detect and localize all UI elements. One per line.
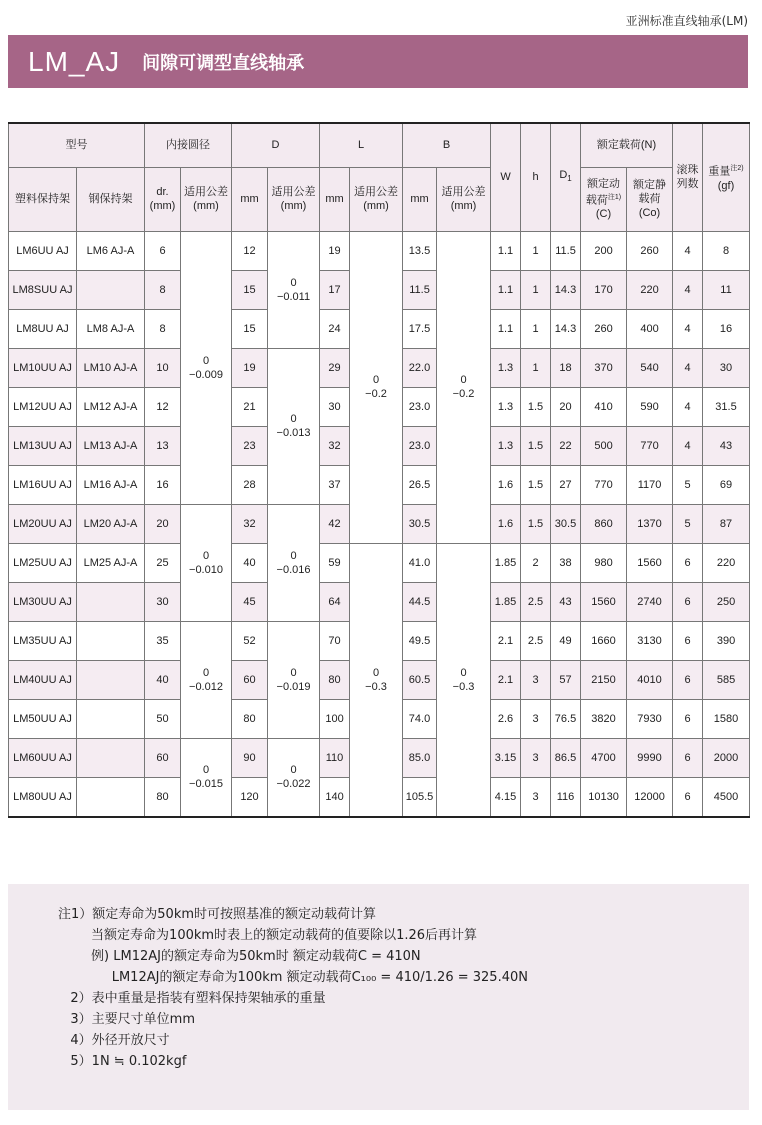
dr-value: 16 [145,465,181,504]
w-header: W [491,123,521,231]
l-value: 70 [320,621,350,660]
l-tolerance: 0 −0.3 [350,543,403,817]
static-load-value: 770 [627,426,673,465]
l-value: 100 [320,699,350,738]
ball-rows-value: 4 [673,387,703,426]
weight-value: 1580 [703,699,750,738]
d-tolerance: 0 −0.011 [268,231,320,348]
dr-value: 12 [145,387,181,426]
steel-cage-model [77,582,145,621]
b-value: 41.0 [403,543,437,582]
h-value: 1 [521,348,551,387]
ball-rows-value: 4 [673,348,703,387]
d-value: 52 [232,621,268,660]
plastic-header: 塑料保持架 [9,167,77,231]
h-value: 1 [521,270,551,309]
d-value: 90 [232,738,268,777]
dynamic-load-value: 2150 [581,660,627,699]
b-value: 22.0 [403,348,437,387]
d-tol-header: 适用公差 (mm) [268,167,320,231]
dynamic-load-header: 额定动 载荷$^{注1)}$ (C) [581,167,627,231]
weight-value: 220 [703,543,750,582]
spec-table [8,122,750,818]
steel-cage-model: LM20 AJ-A [77,504,145,543]
steel-cage-model: LM13 AJ-A [77,426,145,465]
w-value: 1.6 [491,465,521,504]
dr-tolerance: 0 −0.010 [181,504,232,621]
w-value: 2.1 [491,621,521,660]
plastic-cage-model: LM8UU AJ [9,309,77,348]
weight-value: 31.5 [703,387,750,426]
w-value: 4.15 [491,777,521,817]
d-value: 12 [232,231,268,270]
d1-value: 57 [551,660,581,699]
ball-rows-value: 4 [673,231,703,270]
d-mm-header: mm [232,167,268,231]
dynamic-load-value: 1660 [581,621,627,660]
ball-rows-value: 6 [673,777,703,817]
l-tolerance: 0 −0.2 [350,231,403,543]
l-mm-header: mm [320,167,350,231]
h-value: 2.5 [521,621,551,660]
static-load-value: 220 [627,270,673,309]
l-value: 42 [320,504,350,543]
dynamic-load-value: 200 [581,231,627,270]
d1-value: 30.5 [551,504,581,543]
b-tolerance: 0 −0.2 [437,231,491,543]
steel-cage-model [77,621,145,660]
w-value: 1.3 [491,387,521,426]
d-value: 28 [232,465,268,504]
dr-header: dr. (mm) [145,167,181,231]
b-value: 30.5 [403,504,437,543]
b-value: 74.0 [403,699,437,738]
note-line: 3）主要尺寸单位mm [58,1012,195,1027]
l-value: 32 [320,426,350,465]
d1-value: 14.3 [551,309,581,348]
steel-cage-model [77,270,145,309]
d1-value: 11.5 [551,231,581,270]
d-tolerance: 0 −0.016 [268,504,320,621]
dr-value: 50 [145,699,181,738]
w-value: 1.85 [491,582,521,621]
d1-header: $D_1$ [551,123,581,231]
weight-value: 16 [703,309,750,348]
weight-header: 重量$^{注2)}$ (gf) [703,123,750,231]
weight-value: 250 [703,582,750,621]
weight-value: 4500 [703,777,750,817]
b-value: 60.5 [403,660,437,699]
d1-value: 38 [551,543,581,582]
dr-value: 13 [145,426,181,465]
steel-cage-model: LM8 AJ-A [77,309,145,348]
dr-tol-header: 适用公差 (mm) [181,167,232,231]
steel-cage-model: LM6 AJ-A [77,231,145,270]
h-value: 3 [521,777,551,817]
static-load-value: 540 [627,348,673,387]
d1-value: 43 [551,582,581,621]
note-line: 例) LM12AJ的额定寿命为50km时 额定动载荷C = 410N [58,949,421,964]
steel-cage-model [77,699,145,738]
d-value: 80 [232,699,268,738]
steel-cage-model [77,660,145,699]
static-load-value: 2740 [627,582,673,621]
dr-value: 10 [145,348,181,387]
dr-value: 20 [145,504,181,543]
notes-panel [8,884,749,1110]
bore-header: 内接圆径 [145,123,232,167]
dr-value: 6 [145,231,181,270]
d-tolerance: 0 −0.013 [268,348,320,504]
dr-value: 80 [145,777,181,817]
ball-rows-value: 4 [673,270,703,309]
load-header: 额定载荷(N) [581,123,673,167]
plastic-cage-model: LM13UU AJ [9,426,77,465]
dr-value: 40 [145,660,181,699]
d1-value: 116 [551,777,581,817]
dynamic-load-value: 860 [581,504,627,543]
w-value: 1.85 [491,543,521,582]
w-value: 1.1 [491,270,521,309]
b-value: 105.5 [403,777,437,817]
weight-value: 69 [703,465,750,504]
steel-cage-model [77,738,145,777]
weight-value: 43 [703,426,750,465]
d-value: 23 [232,426,268,465]
static-load-value: 1370 [627,504,673,543]
l-header: L [320,123,403,167]
product-title: 间隙可调型直线轴承 [142,52,305,74]
h-value: 1.5 [521,504,551,543]
model-header: 型号 [9,123,145,167]
ball-rows-value: 6 [673,621,703,660]
plastic-cage-model: LM50UU AJ [9,699,77,738]
ball-rows-value: 6 [673,738,703,777]
ball-rows-value: 4 [673,426,703,465]
b-value: 11.5 [403,270,437,309]
h-value: 2.5 [521,582,551,621]
dynamic-load-value: 500 [581,426,627,465]
section-label: 亚洲标准直线轴承(LM) [625,14,748,28]
balls-header: 滚珠 列数 [673,123,703,231]
b-value: 85.0 [403,738,437,777]
plastic-cage-model: LM25UU AJ [9,543,77,582]
static-load-header: 额定静 载荷 (Co) [627,167,673,231]
title-banner [8,35,748,88]
b-tolerance: 0 −0.3 [437,543,491,817]
plastic-cage-model: LM12UU AJ [9,387,77,426]
plastic-cage-model: LM30UU AJ [9,582,77,621]
h-value: 1 [521,231,551,270]
d1-value: 86.5 [551,738,581,777]
d-tolerance: 0 −0.019 [268,621,320,738]
dynamic-load-value: 770 [581,465,627,504]
model-title: LM_AJ [28,45,121,77]
d1-value: 76.5 [551,699,581,738]
l-value: 110 [320,738,350,777]
h-value: 3 [521,699,551,738]
l-value: 19 [320,231,350,270]
h-value: 3 [521,660,551,699]
l-value: 17 [320,270,350,309]
d-tolerance: 0 −0.022 [268,738,320,817]
dynamic-load-value: 170 [581,270,627,309]
steel-cage-model: LM25 AJ-A [77,543,145,582]
dynamic-load-value: 4700 [581,738,627,777]
w-value: 2.6 [491,699,521,738]
static-load-value: 4010 [627,660,673,699]
b-mm-header: mm [403,167,437,231]
b-value: 49.5 [403,621,437,660]
l-value: 30 [320,387,350,426]
note-line: 当额定寿命为100km时表上的额定动载荷的值要除以1.26后再计算 [58,928,478,943]
dynamic-load-value: 10130 [581,777,627,817]
dr-tolerance: 0 −0.015 [181,738,232,817]
dynamic-load-value: 260 [581,309,627,348]
w-value: 1.1 [491,309,521,348]
b-value: 23.0 [403,426,437,465]
ball-rows-value: 5 [673,504,703,543]
b-value: 23.0 [403,387,437,426]
d-header: D [232,123,320,167]
h-value: 1.5 [521,465,551,504]
static-load-value: 1560 [627,543,673,582]
ball-rows-value: 4 [673,309,703,348]
d-value: 21 [232,387,268,426]
table-row [9,543,750,582]
dr-value: 25 [145,543,181,582]
h-value: 1 [521,309,551,348]
weight-value: 87 [703,504,750,543]
steel-cage-model [77,777,145,817]
d-value: 15 [232,270,268,309]
dr-tolerance: 0 −0.012 [181,621,232,738]
dr-value: 60 [145,738,181,777]
plastic-cage-model: LM10UU AJ [9,348,77,387]
d-value: 45 [232,582,268,621]
dynamic-load-value: 370 [581,348,627,387]
h-value: 3 [521,738,551,777]
steel-cage-model: LM12 AJ-A [77,387,145,426]
b-value: 26.5 [403,465,437,504]
dynamic-load-value: 980 [581,543,627,582]
l-value: 37 [320,465,350,504]
plastic-cage-model: LM20UU AJ [9,504,77,543]
ball-rows-value: 6 [673,582,703,621]
weight-value: 8 [703,231,750,270]
dr-value: 8 [145,309,181,348]
weight-value: 585 [703,660,750,699]
static-load-value: 12000 [627,777,673,817]
b-header: B [403,123,491,167]
l-value: 64 [320,582,350,621]
d1-value: 14.3 [551,270,581,309]
plastic-cage-model: LM6UU AJ [9,231,77,270]
d-value: 32 [232,504,268,543]
d1-value: 20 [551,387,581,426]
l-value: 140 [320,777,350,817]
static-load-value: 1170 [627,465,673,504]
ball-rows-value: 5 [673,465,703,504]
dynamic-load-value: 410 [581,387,627,426]
static-load-value: 590 [627,387,673,426]
h-value: 1.5 [521,387,551,426]
dynamic-load-value: 1560 [581,582,627,621]
d1-value: 49 [551,621,581,660]
b-tol-header: 适用公差 (mm) [437,167,491,231]
d-value: 120 [232,777,268,817]
h-header: h [521,123,551,231]
w-value: 3.15 [491,738,521,777]
d1-value: 22 [551,426,581,465]
ball-rows-value: 6 [673,660,703,699]
static-load-value: 400 [627,309,673,348]
static-load-value: 260 [627,231,673,270]
static-load-value: 7930 [627,699,673,738]
dynamic-load-value: 3820 [581,699,627,738]
steel-cage-model: LM10 AJ-A [77,348,145,387]
dr-value: 30 [145,582,181,621]
d-value: 60 [232,660,268,699]
note-line: LM12AJ的额定寿命为100km 额定动载荷C₁₀₀ = 410/1.26 = 325.40N [58,970,528,985]
steel-cage-model: LM16 AJ-A [77,465,145,504]
ball-rows-value: 6 [673,543,703,582]
h-value: 1.5 [521,426,551,465]
plastic-cage-model: LM80UU AJ [9,777,77,817]
note-line: 4）外径开放尺寸 [58,1033,170,1048]
d1-value: 27 [551,465,581,504]
l-value: 24 [320,309,350,348]
table-row [9,231,750,270]
b-value: 13.5 [403,231,437,270]
static-load-value: 9990 [627,738,673,777]
w-value: 2.1 [491,660,521,699]
dr-value: 35 [145,621,181,660]
note-line: 2）表中重量是指装有塑料保持架轴承的重量 [58,991,326,1006]
plastic-cage-model: LM60UU AJ [9,738,77,777]
steel-header: 钢保持架 [77,167,145,231]
l-tol-header: 适用公差 (mm) [350,167,403,231]
w-value: 1.6 [491,504,521,543]
static-load-value: 3130 [627,621,673,660]
w-value: 1.3 [491,426,521,465]
l-value: 59 [320,543,350,582]
weight-value: 2000 [703,738,750,777]
d-value: 15 [232,309,268,348]
weight-value: 30 [703,348,750,387]
plastic-cage-model: LM35UU AJ [9,621,77,660]
note-line: 5）1N ≒ 0.102kgf [58,1054,187,1069]
dr-value: 8 [145,270,181,309]
d-value: 19 [232,348,268,387]
b-value: 17.5 [403,309,437,348]
plastic-cage-model: LM16UU AJ [9,465,77,504]
l-value: 80 [320,660,350,699]
h-value: 2 [521,543,551,582]
d1-value: 18 [551,348,581,387]
plastic-cage-model: LM40UU AJ [9,660,77,699]
d-value: 40 [232,543,268,582]
b-value: 44.5 [403,582,437,621]
w-value: 1.1 [491,231,521,270]
plastic-cage-model: LM8SUU AJ [9,270,77,309]
ball-rows-value: 6 [673,699,703,738]
weight-value: 390 [703,621,750,660]
weight-value: 11 [703,270,750,309]
w-value: 1.3 [491,348,521,387]
dr-tolerance: 0 −0.009 [181,231,232,504]
note-line: 注1）额定寿命为50km时可按照基准的额定动载荷计算 [58,907,377,922]
l-value: 29 [320,348,350,387]
